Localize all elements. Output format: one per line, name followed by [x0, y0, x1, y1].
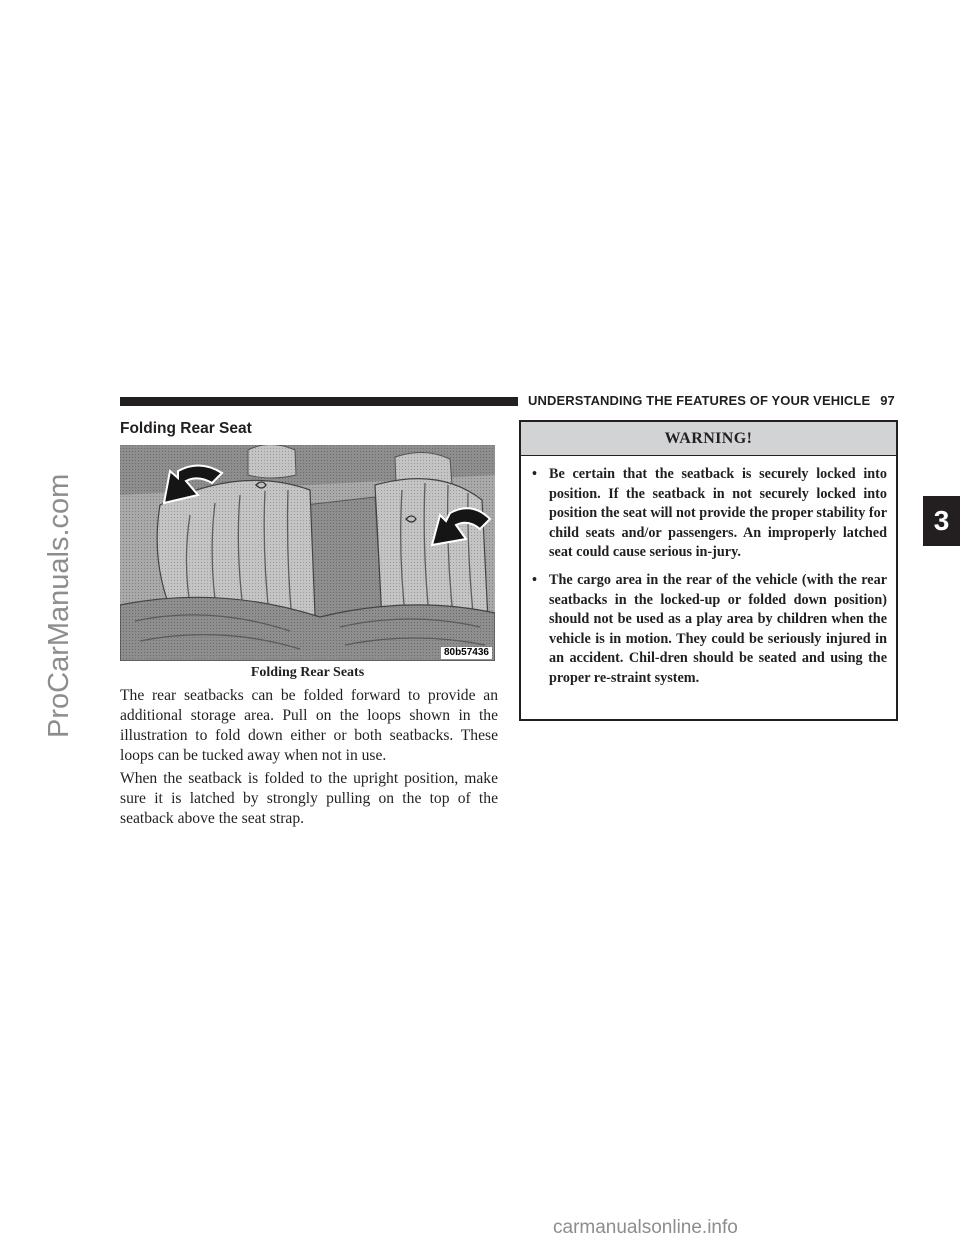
warning-item: [529, 571, 887, 689]
figure-caption: Folding Rear Seats: [250, 665, 365, 680]
bullet-icon: •: [532, 466, 537, 482]
running-head-title: UNDERSTANDING THE FEATURES OF YOUR VEHICLE: [528, 393, 871, 408]
chapter-tab: 3: [923, 496, 960, 546]
warning-item: [529, 465, 887, 563]
section-title: Folding Rear Seat: [120, 420, 252, 437]
header-rule: [120, 397, 518, 406]
warning-box: [519, 420, 898, 721]
warning-item-text: The cargo area in the rear of the vehicle (with the rear seatbacks in the locked-up or folded down position) should not be used as a play area by children when the vehicle is in motion. They could be seriously injured in an accident. Chil-dren should be seated and using the proper re-straint system.: [549, 571, 887, 686]
running-head: [528, 393, 898, 409]
warning-item-text: Be certain that the seatback is securely locked into position. If the seatback in not securely locked into position the seat will not provide the proper stability for child seats and/or passengers. An improperly latched seat could cause serious in-jury.: [549, 466, 887, 561]
body-paragraph: The rear seatbacks can be folded forward to provide an additional storage area. Pull on the loops shown in the illustration to fold down either or both seatbacks. These loops can be tucked away when not in use.: [120, 687, 498, 764]
page-number: 97: [880, 393, 895, 408]
bottom-watermark: carmanualsonline.info: [553, 1217, 738, 1238]
rear-seat-illustration: [120, 445, 495, 661]
bullet-icon: •: [532, 571, 537, 588]
side-watermark: ProCarManuals.com: [43, 473, 75, 738]
figure-code: 80b57436: [441, 647, 492, 659]
warning-title: WARNING!: [521, 422, 896, 456]
rear-seat-drawing: [120, 445, 495, 661]
warning-list: [521, 456, 896, 689]
body-paragraph: When the seatback is folded to the upright position, make sure it is latched by strongly pulling on the top of the seatback above the seat strap.: [120, 770, 498, 827]
